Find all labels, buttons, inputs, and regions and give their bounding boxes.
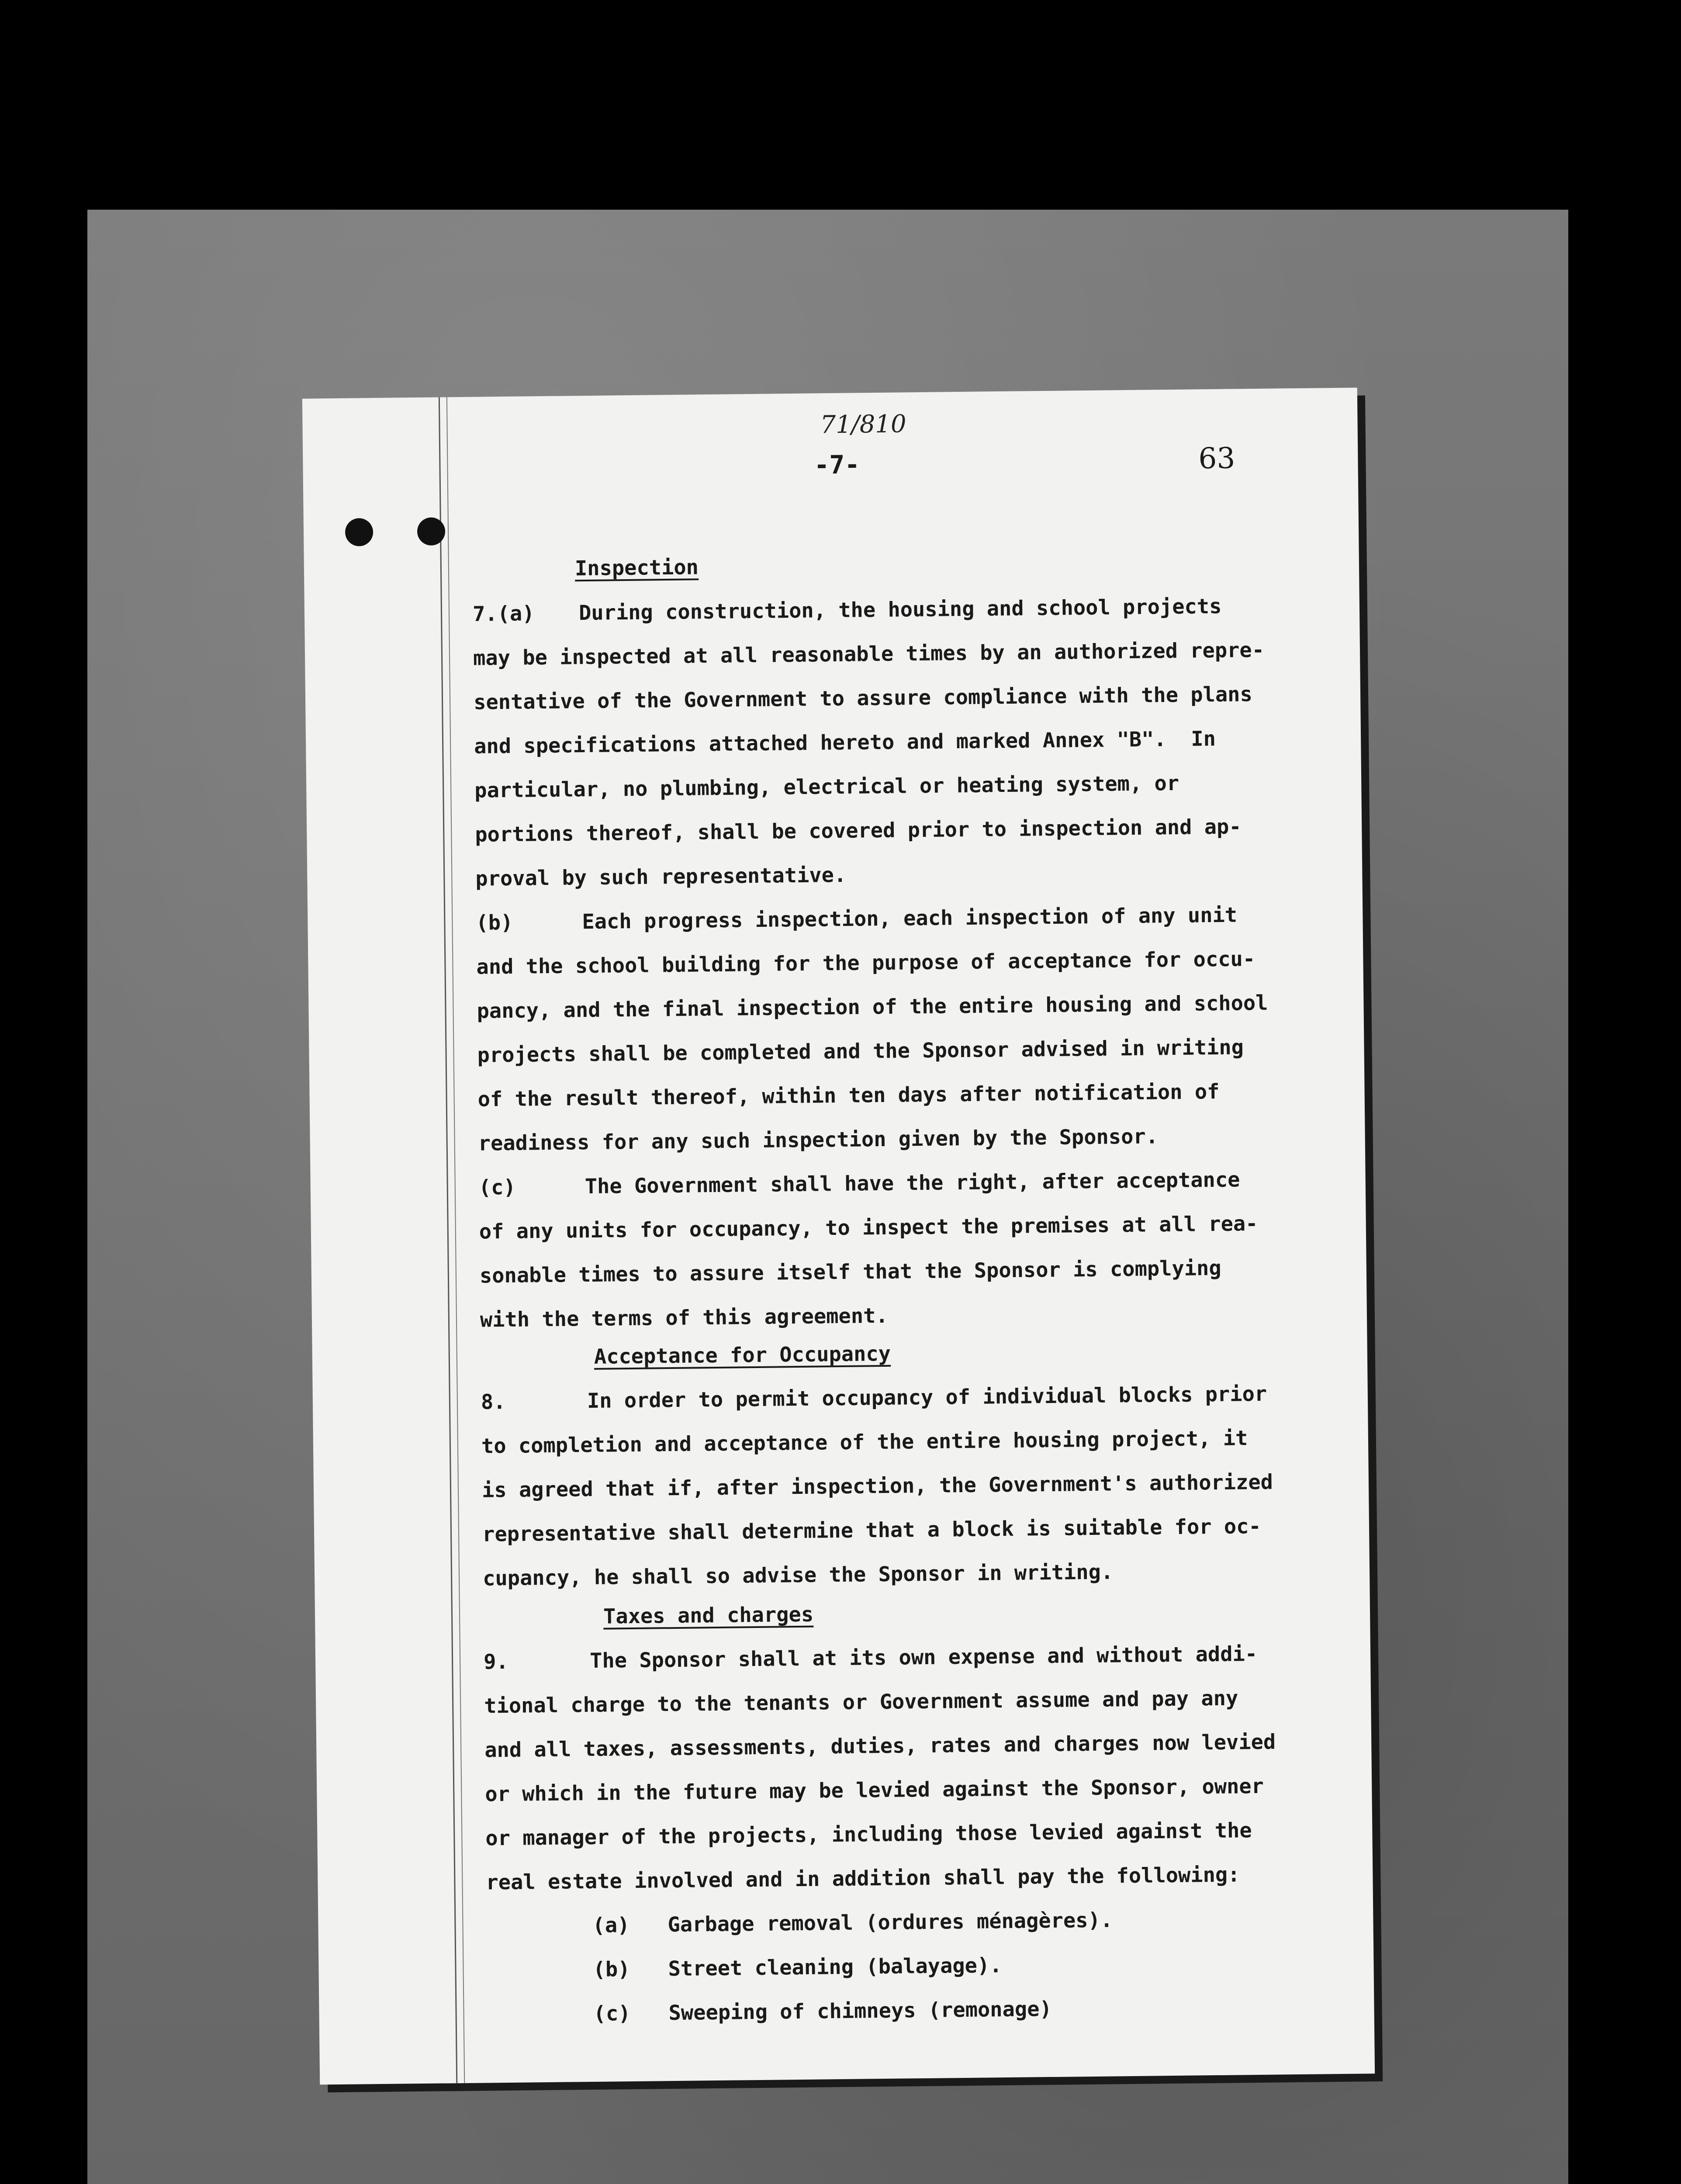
list-item-label: (a) (592, 1913, 630, 1938)
section-heading-taxes: Taxes and charges (603, 1602, 814, 1629)
text-line: or which in the future may be levied against the Sponsor, owner (485, 1774, 1264, 1807)
section-heading-inspection: Inspection (574, 555, 699, 581)
text-line: or manager of the projects, including those levied against the (485, 1818, 1252, 1851)
text-line: sonable times to assure itself that the Sponsor is complying (479, 1256, 1221, 1288)
text-line: The Government shall have the right, after acceptance (585, 1168, 1240, 1199)
text-line: In order to permit occupancy of individual blocks prior (587, 1382, 1267, 1413)
text-line: proval by such representative. (475, 863, 847, 891)
paragraph-label: (b) (476, 910, 513, 935)
list-item-text: Street cleaning (balayage). (668, 1953, 1002, 1981)
text-line: and all taxes, assessments, duties, rates and charges now levied (484, 1730, 1276, 1762)
paragraph-label: 9. (483, 1649, 509, 1674)
page-number: -7- (814, 449, 860, 480)
text-line: and specifications attached hereto and marked Annex "B". In (474, 726, 1216, 759)
text-line: tional charge to the tenants or Government assume and pay any (484, 1686, 1238, 1718)
text-line: particular, no plumbing, electrical or heating system, or (474, 771, 1179, 803)
text-line: sentative of the Government to assure compliance with the plans (473, 682, 1253, 715)
text-line: is agreed that if, after inspection, the Government's authorized (481, 1470, 1273, 1503)
text-line: of any units for occupancy, to inspect the premises at all rea- (479, 1211, 1258, 1244)
text-line: to completion and acceptance of the entire housing project, it (481, 1426, 1248, 1458)
punch-hole (417, 517, 446, 546)
folio-number: 63 (1198, 441, 1235, 476)
text-line: The Sponsor shall at its own expense and without addi- (589, 1642, 1258, 1673)
text-line: may be inspected at all reasonable times by an authorized repre- (473, 638, 1265, 670)
paragraph-label: 8. (481, 1390, 506, 1414)
section-heading-acceptance: Acceptance for Occupancy (594, 1341, 891, 1369)
text-line: portions thereof, shall be covered prior to inspection and ap- (475, 815, 1242, 847)
margin-rule (439, 397, 457, 2083)
text-line: and the school building for the purpose of acceptance for occu- (476, 947, 1256, 979)
paragraph-label: (c) (478, 1175, 516, 1200)
list-item-label: (c) (593, 2001, 631, 2026)
text-line: with the terms of this agreement. (480, 1303, 888, 1332)
text-line: Each progress inspection, each inspection of any unit (582, 903, 1238, 934)
text-line: readiness for any such inspection given by the Sponsor. (478, 1124, 1159, 1156)
handwritten-note: 71/810 (820, 410, 906, 439)
text-line: cupancy, he shall so advise the Sponsor in writing. (482, 1560, 1114, 1591)
list-item-label: (b) (593, 1957, 630, 1982)
document-page (302, 387, 1375, 2084)
text-line: of the result thereof, within ten days after notification of (477, 1079, 1220, 1112)
list-item-text: Sweeping of chimneys (remonage) (668, 1997, 1052, 2025)
list-item-text: Garbage removal (ordures ménagères). (668, 1908, 1113, 1937)
text-line: pancy, and the final inspection of the entire housing and school (477, 991, 1268, 1023)
text-line: real estate involved and in addition shall pay the following: (486, 1863, 1240, 1895)
paragraph-label: 7.(a) (472, 601, 535, 626)
text-line: projects shall be completed and the Sponsor advised in writing (477, 1035, 1244, 1068)
text-line: During construction, the housing and school projects (578, 594, 1222, 625)
punch-hole (345, 518, 374, 546)
margin-rule-inner (446, 397, 465, 2083)
text-line: representative shall determine that a block is suitable for oc- (482, 1514, 1261, 1547)
